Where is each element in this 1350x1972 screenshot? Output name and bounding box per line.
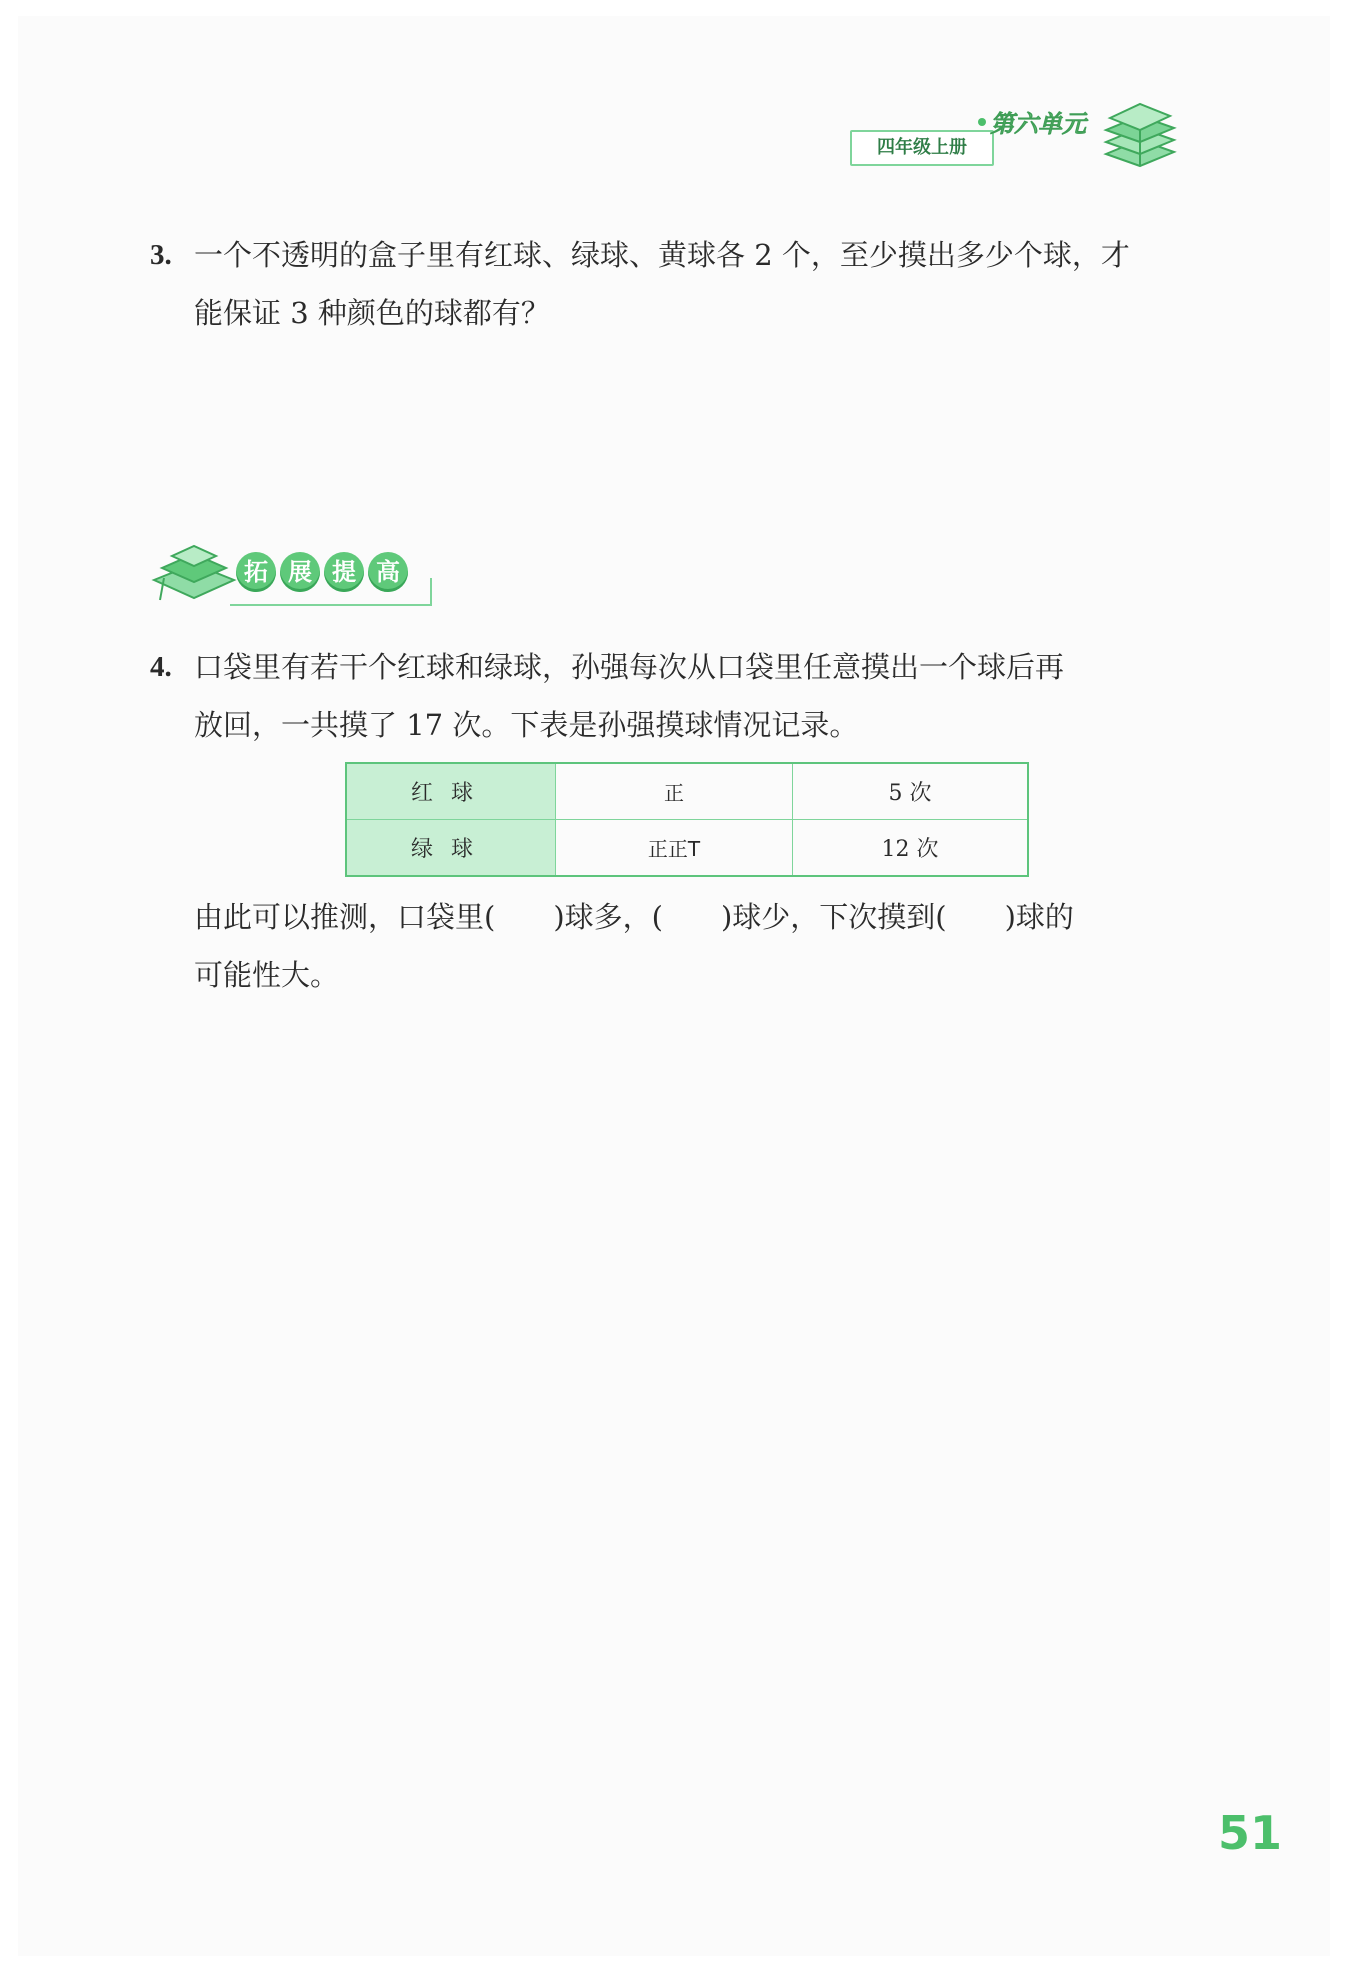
section-title-char: 提 xyxy=(324,552,364,592)
question-text-line: 能保证 3 种颜色的球都有？ xyxy=(194,296,550,330)
table-row xyxy=(346,763,1028,820)
question-text-line: 口袋里有若干个红球和绿球，孙强每次从口袋里任意摸出一个球后再 xyxy=(194,650,1065,684)
question-text-line: 放回，一共摸了 17 次。下表是孙强摸球情况记录。 xyxy=(194,708,859,742)
section-title-char: 高 xyxy=(368,552,408,592)
fill-in-blank-line: 由此可以推测，口袋里( )球多，( )球少，下次摸到( )球的 xyxy=(194,900,1074,934)
page-number: 51 xyxy=(1218,1806,1283,1860)
count-cell: 5 次 xyxy=(793,763,1029,820)
question-number: 3. xyxy=(150,239,172,271)
section-title-char: 拓 xyxy=(236,552,276,592)
question-text-line: 可能性大。 xyxy=(194,958,340,992)
section-title-char: 展 xyxy=(280,552,320,592)
ball-record-table xyxy=(345,762,1029,877)
question-text-line: 一个不透明的盒子里有红球、绿球、黄球各 2 个，至少摸出多少个球，才 xyxy=(194,238,1130,272)
table-row xyxy=(346,820,1028,877)
tally-cell: 正 xyxy=(556,763,793,820)
question-number: 4. xyxy=(150,651,172,683)
row-label: 红球 xyxy=(346,763,556,820)
unit-label: 第六单元 xyxy=(990,110,1086,138)
books-icon xyxy=(1100,96,1178,170)
unit-header xyxy=(850,96,1180,176)
graduation-cap-icon xyxy=(150,538,240,612)
tally-cell: 正正T xyxy=(556,820,793,877)
section-title xyxy=(236,552,408,592)
section-banner xyxy=(150,538,430,612)
unit-dot xyxy=(978,118,986,126)
grade-label: 四年级上册 xyxy=(850,130,994,166)
count-cell: 12 次 xyxy=(793,820,1029,877)
row-label: 绿球 xyxy=(346,820,556,877)
